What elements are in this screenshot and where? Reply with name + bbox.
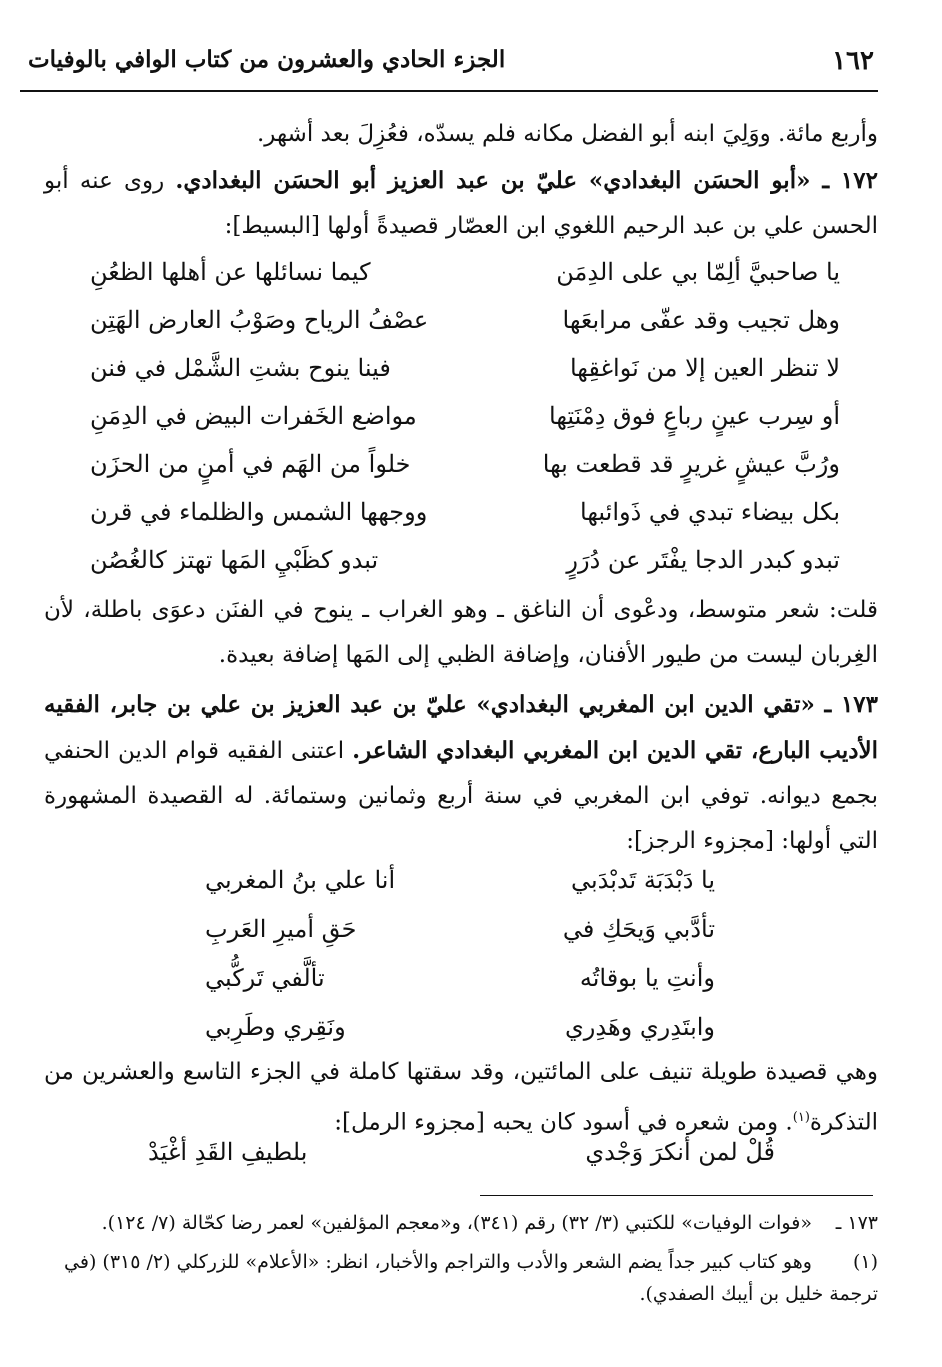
closing-paragraph [44, 1050, 878, 1146]
footnote-1 [44, 1246, 878, 1310]
verse-second-hemistich: أنا علي بنُ المغربي [205, 866, 396, 894]
verse-second-hemistich: حَقِ أميرِ العَربِ [205, 915, 357, 943]
verse-first-hemistich: بكل بيضاء تبدي في ذَوائبها [580, 498, 840, 526]
page-number: ١٦٢ [832, 46, 874, 76]
footnote-text: «فوات الوفيات» للكتبي (٣/ ٣٢) رقم (٣٤١)، و«معجم المؤلفين» لعمر رضا كحّالة (٧/ ١٢٤). [101, 1212, 812, 1234]
verse-second-hemistich: عصْفُ الرياح وصَوْبُ العارض الهَتِن [90, 306, 429, 334]
verse-second-hemistich: فينا ينوح بشتِ الشَّمْل في فنن [90, 354, 391, 382]
paragraph-text: قلت: شعر متوسط، ودعْوى أن الناغق ـ وهو الغراب ـ ينوح في الفنَن دعوَى باطلة، لأن الغِربان ليست من طيور الأفنان، وإضافة الظبي إلى المَها إضافة بعيدة. [44, 597, 878, 668]
verse-line [90, 402, 840, 442]
verse-first-hemistich: تبدو كبدر الدجا يفْتَر عن دُرَرٍ [566, 546, 840, 574]
verse-first-hemistich: وابتَدِري وهَدِري [565, 1013, 715, 1041]
verse-first-hemistich: قُلْ لمن أنكرَ وَجْدي [585, 1138, 775, 1166]
verse-first-hemistich: وهل تجيب وقد عفّى مرابعَها [562, 306, 840, 334]
footnote-number: (١) [852, 1251, 878, 1273]
verse-first-hemistich: يا صاحبيَّ ألِمّا بي على الدِمَن [556, 258, 840, 286]
footnote-number: ١٧٣ ـ [835, 1212, 878, 1234]
verse-first-hemistich: تأدَّبي وَيحَكِ في [562, 915, 715, 943]
paragraph-text: وأربع مائة. ووَلِيَ ابنه أبو الفضل مكانه فلم يسدّه، فعُزِلَ بعد أشهر. [256, 121, 878, 147]
verse-line [205, 866, 715, 906]
entry-heading: ١٧٣ ـ «تقي الدين ابن المغربي البغدادي» عليّ بن عبد العزيز بن علي بن جابر، الفقيه الأديب البارع، تقي الدين ابن المغربي البغدادي الشاعر. [44, 691, 878, 764]
verse-second-hemistich: تألَّفي تَركُّبي [205, 964, 325, 992]
verse-second-hemistich: تبدو كظَبْيِ المَها تهتز كالغُصُن [90, 546, 379, 574]
commentary-paragraph [44, 588, 878, 678]
verse-second-hemistich: ونَقِري وطَرِبي [205, 1013, 346, 1041]
verse-line [90, 450, 840, 490]
verse-second-hemistich: بلطيفِ القَدِ أغْيَدْ [148, 1138, 308, 1166]
verse-line [90, 258, 840, 298]
entry-173 [44, 682, 878, 864]
paragraph-text: . ومن شعره في أسود كان يحبه [مجزوء الرمل]: [334, 1109, 793, 1136]
verse-line [90, 498, 840, 538]
footnote-173 [44, 1207, 878, 1239]
entry-172 [44, 158, 878, 249]
verse-second-hemistich: ووجهها الشمس والظلماء في قرن [90, 498, 428, 526]
verse-line [205, 1013, 715, 1053]
footnote-marker[interactable]: (١) [792, 1110, 810, 1125]
verse-line [90, 546, 840, 586]
verse-first-hemistich: وأنتِ يا بوقاتُه [579, 964, 715, 992]
verse-line [205, 915, 715, 955]
entry-heading: ١٧٢ ـ «أبو الحسَن البغدادي» عليّ بن عبد العزيز أبو الحسَن البغدادي. [175, 167, 878, 194]
footnote-divider [480, 1195, 873, 1196]
paragraph-text: وهي قصيدة طويلة تنيف على المائتين، وقد سقتها كاملة في الجزء التاسع والعشرين من التذكرة [44, 1059, 878, 1136]
page-header [20, 40, 878, 92]
verse-line [148, 1138, 775, 1178]
running-title: الجزء الحادي والعشرون من كتاب الوافي بالوفيات [28, 46, 506, 73]
verse-line [90, 354, 840, 394]
verse-line [205, 964, 715, 1004]
entry-text: روى عنه أبو الحسن علي بن عبد الرحيم اللغوي ابن العصّار قصيدةً أولها [البسيط]: [44, 168, 878, 239]
verse-first-hemistich: يا دَبْدَبَة تَدبْدَبي [571, 866, 715, 894]
verse-second-hemistich: مواضع الخَفرات البيض في الدِمَنِ [90, 402, 417, 430]
paragraph-continuation [44, 112, 878, 157]
verse-second-hemistich: خلواً من الهَم في أمنٍ من الحزَن [90, 450, 411, 478]
verse-line [90, 306, 840, 346]
footnote-text: وهو كتاب كبير جداً يضم الشعر والأدب والتراجم والأخبار، انظر: «الأعلام» للزركلي (٢/ ٣١٥) (في ترجمة خليل بن أيبك الصفدي). [64, 1251, 878, 1305]
verse-first-hemistich: ورُبَّ عيشٍ غريرٍ قد قطعت بها [542, 450, 840, 478]
verse-first-hemistich: أو سِرب عينٍ رباعٍ فوق دِمْنَتِها [549, 402, 840, 430]
entry-text: اعتنى الفقيه قوام الدين الحنفي بجمع ديوانه. توفي ابن المغربي في سنة أربع وثمانين وستمائة. له القصيدة المشهورة التي أولها: [مجزوء الرجز]: [44, 738, 878, 854]
verse-first-hemistich: لا تنظر العين إلا من نَواغقِها [569, 354, 840, 382]
verse-second-hemistich: كيما نسائلها عن أهلها الظعُنِ [90, 258, 371, 286]
